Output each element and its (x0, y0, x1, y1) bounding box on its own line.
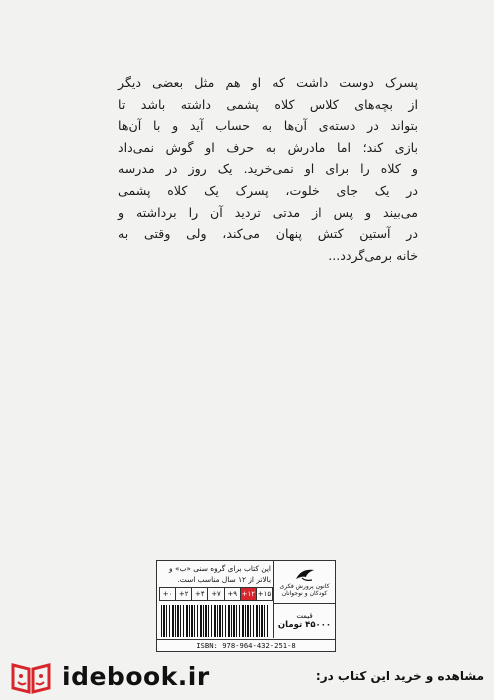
blurb-line: بازی کند؛ اما مادرش به حرف او گوش نمی‌داد (118, 139, 418, 155)
kanoon-bird-icon (294, 567, 316, 583)
blurb-line: در آستین کتش پنهان می‌کند، ولی وقتی به (118, 226, 418, 242)
age-group-cell: +۱۲ (241, 590, 255, 598)
footer-banner[interactable] (0, 656, 494, 700)
barcode (161, 605, 269, 637)
age-group-cell: +۴ (191, 588, 207, 600)
publisher-name: کانون پرورش فکری کودکان و نوجوانان (279, 583, 330, 597)
site-logo-text[interactable]: idebook.ir (62, 662, 210, 691)
age-group-cell: +۱۵ (257, 590, 272, 598)
age-group-cell: +۹ (224, 588, 240, 600)
blurb-line: و کلاه را برای او نمی‌خرید. یک روز در مدرسه (118, 161, 418, 177)
blurb-line: بتواند در دسته‌ی آن‌ها به حساب آید و با آن‌ها (118, 118, 418, 134)
age-group-cell: +۰ (162, 590, 173, 598)
age-note: این کتاب برای گروه سنی «ب» و بالاتر از ۱۲ سال مناسب است. (169, 564, 271, 584)
age-group-cell: +۲ (175, 588, 191, 600)
isbn-number: ISBN: 978-964-432-251-8 (157, 639, 335, 652)
blurb-line: از بچه‌های کلاس کلاه پشمی داشته باشد تا (118, 96, 418, 112)
buy-cta-text: مشاهده و خرید این کتاب در: (315, 669, 484, 683)
price-block (273, 604, 335, 638)
blurb-line: پسرک دوست داشت که او هم مثل بعضی دیگر (118, 75, 418, 90)
book-smile-icon (9, 661, 53, 695)
blurb-line: در یک جای خلوت، پسرک یک کلاه پشمی (118, 182, 418, 198)
blurb-line: خانه برمی‌گردد... (328, 247, 418, 263)
price-label: قیمت (296, 612, 313, 620)
blurb-line: می‌بیند و پس از مدتی تردید آن را برداشته و (118, 204, 418, 220)
age-group-row (159, 587, 273, 601)
back-cover-blurb (118, 72, 418, 266)
publisher-block (273, 561, 335, 604)
book-info-box (156, 560, 336, 652)
price-value: ۴۵۰۰۰ تومان (277, 620, 332, 630)
age-group-cell: +۷ (207, 588, 223, 600)
